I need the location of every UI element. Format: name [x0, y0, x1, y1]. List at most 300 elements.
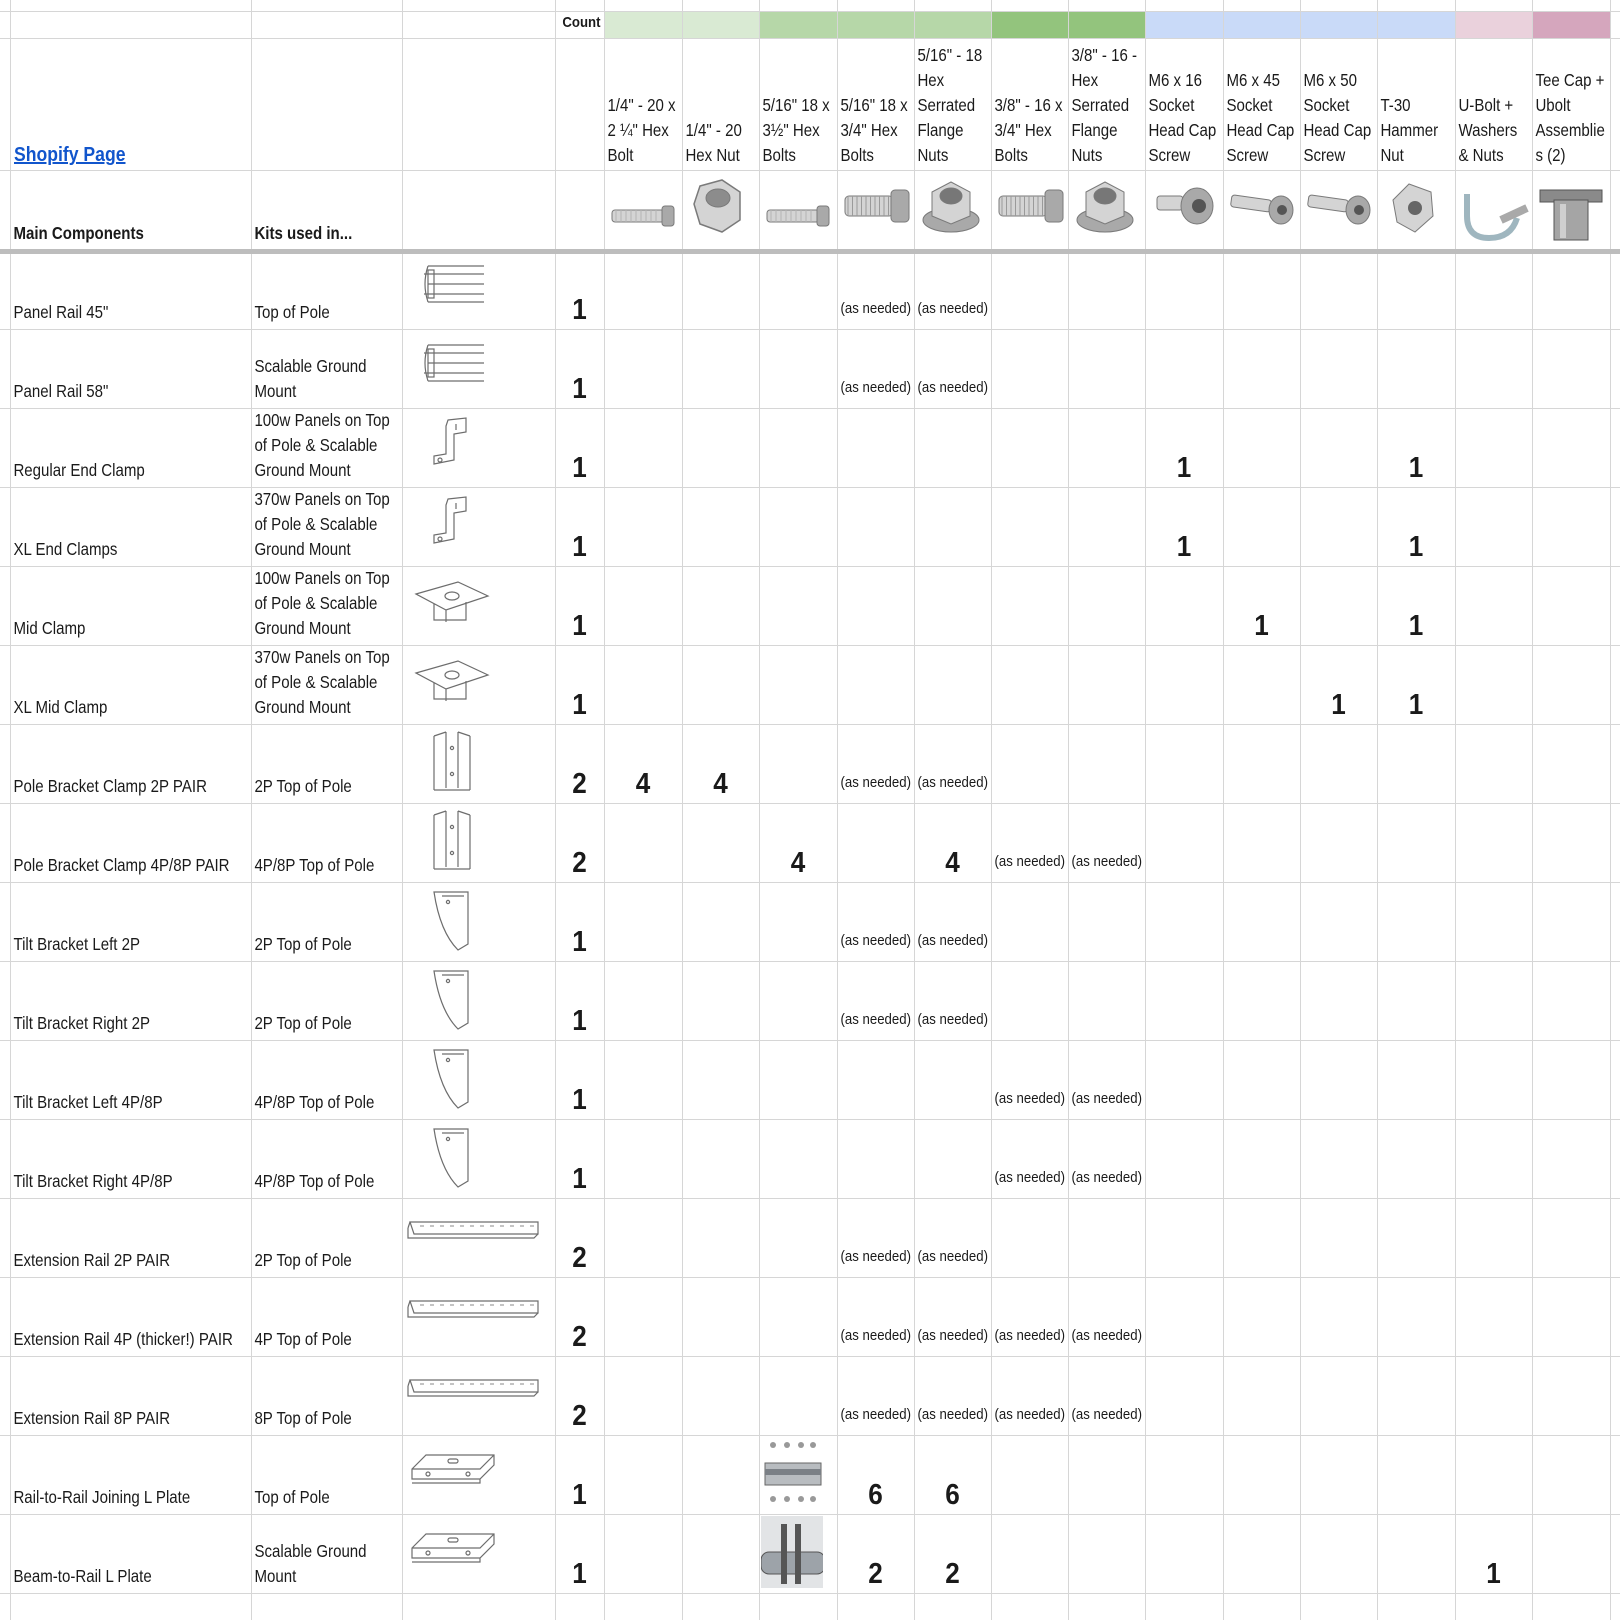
hardware-header-line: Washers — [1458, 120, 1518, 140]
kits-used-line: 370w Panels on Top — [254, 489, 390, 509]
hardware-header-line: Tee Cap + — [1535, 70, 1605, 90]
hardware-header — [1068, 38, 1145, 170]
hardware-qty-cell — [918, 803, 987, 882]
hardware-qty-cell — [1068, 1356, 1145, 1435]
component-name — [10, 1514, 251, 1593]
hardware-qty-cell — [1304, 645, 1373, 724]
column-color-band — [1223, 11, 1300, 38]
hardware-header — [837, 38, 914, 170]
hardware-header-line: 3/4" Hex — [840, 120, 898, 140]
count-header-text: Count — [562, 14, 601, 31]
hardware-qty-cell — [1227, 566, 1296, 645]
hardware-qty-cell — [837, 329, 914, 408]
kits-used-cell — [251, 961, 402, 1040]
hardware-header-line: M6 x 45 — [1226, 70, 1280, 90]
column-color-band — [682, 11, 759, 38]
hardware-qty-cell — [1149, 487, 1219, 566]
count-cell — [557, 803, 601, 882]
component-name — [10, 882, 251, 961]
column-color-band — [1068, 11, 1145, 38]
hardware-header-line: Ubolt — [1535, 95, 1571, 115]
count-cell — [557, 487, 601, 566]
kits-used-cell — [251, 408, 402, 487]
as-needed-note: (as needed) — [840, 932, 911, 949]
hardware-header — [1145, 38, 1223, 170]
hammer-nut-icon — [1379, 174, 1453, 246]
shopify-page-link-text[interactable]: Shopify Page — [14, 144, 126, 166]
hardware-qty-cell — [608, 724, 678, 803]
hardware-qty-value: 1 — [1254, 610, 1269, 642]
pole-bracket-icon — [404, 807, 553, 877]
kits-used-line: 4P Top of Pole — [254, 1329, 352, 1349]
hardware-qty-cell — [918, 1435, 987, 1514]
grid-row-line — [0, 11, 1620, 12]
grid-column-line — [1377, 0, 1378, 1620]
hardware-header-line: Bolts — [762, 145, 796, 165]
grid-column-line — [555, 0, 556, 1620]
hardware-qty-cell — [914, 724, 991, 803]
as-needed-note: (as needed) — [1071, 853, 1142, 870]
count-cell — [557, 1198, 601, 1277]
count-value: 1 — [572, 689, 587, 721]
hardware-header — [991, 38, 1068, 170]
l-plate-icon — [404, 1518, 553, 1588]
count-cell — [557, 408, 601, 487]
hardware-header-line: M6 x 16 — [1148, 70, 1202, 90]
hardware-header-line: Nuts — [917, 145, 949, 165]
tee-cap-icon — [1534, 174, 1608, 246]
hardware-qty-cell — [914, 882, 991, 961]
hardware-header-line: 3/8" - 16 x — [994, 95, 1063, 115]
kits-used-line: Ground Mount — [254, 697, 351, 717]
hardware-header-line: U-Bolt + — [1458, 95, 1514, 115]
component-name-text: Pole Bracket Clamp 4P/8P PAIR — [13, 855, 230, 875]
column-color-band — [759, 11, 837, 38]
component-name-text: Pole Bracket Clamp 2P PAIR — [13, 776, 207, 796]
count-cell — [557, 724, 601, 803]
hardware-qty-cell — [841, 1514, 910, 1593]
grid-column-line — [604, 0, 605, 1620]
hardware-header-line: Hex — [917, 70, 945, 90]
hardware-qty-value: 1 — [1408, 610, 1424, 642]
hardware-qty-cell — [1381, 408, 1451, 487]
hardware-qty-cell — [991, 1277, 1068, 1356]
hardware-qty-value: 6 — [945, 1479, 960, 1511]
hardware-qty-value: 6 — [868, 1479, 883, 1511]
kits-used-line: Mount — [254, 1566, 297, 1586]
kits-used-line: of Pole & Scalable — [254, 672, 378, 692]
hardware-header-line: T-30 — [1380, 95, 1411, 115]
kits-used-line: of Pole & Scalable — [254, 435, 378, 455]
extension-rail-icon — [404, 1281, 553, 1351]
hardware-header-line: 1/4" - 20 — [685, 120, 742, 140]
component-name — [10, 408, 251, 487]
kits-used-cell — [251, 1198, 402, 1277]
hardware-qty-cell — [1068, 1277, 1145, 1356]
hardware-qty-cell — [914, 250, 991, 329]
hardware-header — [1223, 38, 1300, 170]
hardware-qty-cell — [1459, 1514, 1528, 1593]
component-name-text: Mid Clamp — [13, 618, 86, 638]
hardware-qty-value: 1 — [1486, 1558, 1501, 1590]
as-needed-note: (as needed) — [840, 300, 911, 317]
as-needed-note: (as needed) — [1071, 1406, 1142, 1423]
grid-column-line — [1610, 0, 1611, 1620]
as-needed-note: (as needed) — [917, 1011, 988, 1028]
column-color-band — [837, 11, 914, 38]
mid-clamp-icon — [404, 649, 553, 719]
count-value: 1 — [572, 1005, 587, 1037]
hardware-qty-cell — [837, 1356, 914, 1435]
hex-bolt-icon — [993, 174, 1066, 246]
kits-used-line: Top of Pole — [254, 302, 330, 322]
component-name — [10, 1356, 251, 1435]
kits-used-cell — [251, 250, 402, 329]
hardware-qty-cell — [914, 329, 991, 408]
hardware-qty-cell — [763, 803, 833, 882]
component-name-text: Tilt Bracket Right 4P/8P — [13, 1171, 173, 1191]
grid-column-line — [1300, 0, 1301, 1620]
hardware-qty-cell — [837, 250, 914, 329]
hardware-qty-cell — [841, 1435, 910, 1514]
hardware-qty-cell — [1381, 645, 1451, 724]
kits-used-line: 2P Top of Pole — [254, 1013, 352, 1033]
hardware-header — [604, 38, 682, 170]
column-color-band — [1300, 11, 1377, 38]
hardware-header-line: Hex Nut — [685, 145, 740, 165]
column-color-band — [604, 11, 682, 38]
hardware-qty-value: 2 — [868, 1558, 883, 1590]
component-name — [10, 1277, 251, 1356]
count-value: 1 — [572, 610, 587, 642]
hardware-header-line: 1/4" - 20 x — [607, 95, 676, 115]
kits-used-cell — [251, 1277, 402, 1356]
hardware-header — [1532, 38, 1610, 170]
hardware-qty-cell — [914, 961, 991, 1040]
as-needed-note: (as needed) — [917, 1248, 988, 1265]
as-needed-note: (as needed) — [917, 1406, 988, 1423]
hardware-qty-value: 4 — [945, 847, 960, 879]
component-name — [10, 487, 251, 566]
tilt-bracket-icon — [404, 965, 553, 1035]
component-name — [10, 1040, 251, 1119]
pole-bracket-icon — [404, 728, 553, 798]
component-name-text: Tilt Bracket Right 2P — [13, 1013, 151, 1033]
kits-used-line: 100w Panels on Top — [254, 410, 390, 430]
rail-joint-photo-icon — [761, 1437, 823, 1511]
count-value: 2 — [572, 768, 587, 800]
hardware-qty-cell — [991, 1119, 1068, 1198]
kits-used-header — [251, 170, 381, 250]
as-needed-note: (as needed) — [840, 1248, 911, 1265]
hardware-qty-cell — [837, 882, 914, 961]
kits-used-line: 4P/8P Top of Pole — [254, 855, 375, 875]
as-needed-note: (as needed) — [917, 1327, 988, 1344]
hardware-header-line: 5/16" 18 x — [762, 95, 830, 115]
count-value: 1 — [572, 1163, 587, 1195]
kits-used-line: 2P Top of Pole — [254, 934, 352, 954]
hardware-header-line: Socket — [1226, 95, 1273, 115]
component-name — [10, 329, 251, 408]
kits-used-line: of Pole & Scalable — [254, 514, 378, 534]
component-name — [10, 1119, 251, 1198]
tilt-bracket-icon — [404, 886, 553, 956]
end-clamp-icon — [404, 412, 553, 482]
count-value: 1 — [572, 294, 587, 326]
hardware-qty-value: 1 — [1176, 531, 1192, 563]
grid-row-line — [0, 1593, 1620, 1594]
component-name-text: XL Mid Clamp — [13, 697, 108, 717]
hardware-qty-value: 4 — [790, 847, 806, 879]
hardware-header-line: Nut — [1380, 145, 1404, 165]
count-value: 1 — [572, 1084, 587, 1116]
count-cell — [557, 882, 601, 961]
u-bolt-icon — [1457, 174, 1530, 246]
tilt-bracket-icon — [404, 1123, 553, 1193]
kits-used-line: 100w Panels on Top — [254, 568, 390, 588]
count-cell — [557, 1356, 601, 1435]
column-color-band — [991, 11, 1068, 38]
kits-used-line: Top of Pole — [254, 1487, 330, 1507]
count-value: 1 — [572, 531, 587, 563]
count-header — [561, 11, 604, 38]
hardware-qty-value: 1 — [1176, 452, 1192, 484]
component-name-text: Regular End Clamp — [13, 460, 145, 480]
kits-used-line: 2P Top of Pole — [254, 1250, 352, 1270]
grid-row-line — [0, 170, 1620, 171]
component-name-text: Extension Rail 8P PAIR — [13, 1408, 171, 1428]
count-cell — [557, 250, 601, 329]
component-name-text: Rail-to-Rail Joining L Plate — [13, 1487, 191, 1507]
component-name-text: Panel Rail 45" — [13, 302, 109, 322]
hardware-header-line: Bolts — [840, 145, 874, 165]
column-color-band — [1532, 11, 1610, 38]
hardware-header-line: Flange — [1071, 120, 1118, 140]
hex-bolt-long-icon — [606, 174, 680, 246]
socket-cap-screw-short-icon — [1147, 174, 1221, 246]
kits-used-cell — [251, 803, 402, 882]
kits-used-line: 8P Top of Pole — [254, 1408, 352, 1428]
as-needed-note: (as needed) — [840, 1406, 911, 1423]
grid-column-line — [402, 0, 403, 1620]
as-needed-note: (as needed) — [994, 1169, 1065, 1186]
grid-column-line — [682, 0, 683, 1620]
hardware-header — [1455, 38, 1532, 170]
hardware-header-line: Screw — [1303, 145, 1346, 165]
count-value: 2 — [572, 847, 587, 879]
kits-used-line: Ground Mount — [254, 539, 351, 559]
hardware-qty-cell — [914, 1356, 991, 1435]
beam-rail-photo-icon — [761, 1516, 823, 1590]
grid-column-line — [1145, 0, 1146, 1620]
hardware-qty-cell — [991, 1356, 1068, 1435]
hardware-header-line: Socket — [1303, 95, 1350, 115]
component-name — [10, 250, 251, 329]
hardware-header — [914, 38, 991, 170]
count-cell — [557, 329, 601, 408]
hardware-header-line: Flange — [917, 120, 964, 140]
kits-used-cell — [251, 566, 402, 645]
hardware-header-line: Socket — [1148, 95, 1195, 115]
hardware-qty-cell — [837, 961, 914, 1040]
kits-used-line: 4P/8P Top of Pole — [254, 1092, 375, 1112]
panel-rail-icon — [404, 254, 553, 324]
main-components-header — [10, 170, 217, 250]
mid-clamp-icon — [404, 570, 553, 640]
count-value: 1 — [572, 373, 587, 405]
column-color-band — [1377, 11, 1455, 38]
extension-rail-icon — [404, 1202, 553, 1272]
grid-column-line — [1532, 0, 1533, 1620]
kits-used-cell — [251, 1356, 402, 1435]
hardware-qty-cell — [837, 1277, 914, 1356]
component-name — [10, 724, 251, 803]
hardware-header-line: M6 x 50 — [1303, 70, 1357, 90]
component-name-text: Tilt Bracket Left 2P — [13, 934, 141, 954]
kits-used-cell — [251, 1435, 402, 1514]
l-plate-icon — [404, 1439, 553, 1509]
kits-used-line: Mount — [254, 381, 297, 401]
kits-used-line: Scalable Ground — [254, 1541, 367, 1561]
count-cell — [557, 645, 601, 724]
hardware-qty-cell — [1068, 1040, 1145, 1119]
hardware-qty-value: 1 — [1408, 689, 1424, 721]
hardware-header-line: 3/8" - 16 - — [1071, 45, 1138, 65]
kits-used-line: Ground Mount — [254, 618, 351, 638]
socket-cap-screw-icon — [1302, 174, 1375, 246]
column-color-band — [1455, 11, 1532, 38]
as-needed-note: (as needed) — [994, 1327, 1065, 1344]
hardware-header-line: 5/16" - 18 — [917, 45, 983, 65]
grid-column-line — [1223, 0, 1224, 1620]
kits-used-line: 4P/8P Top of Pole — [254, 1171, 375, 1191]
flange-nut-icon — [916, 174, 989, 246]
component-name — [10, 1435, 251, 1514]
as-needed-note: (as needed) — [917, 379, 988, 396]
grid-column-line — [759, 0, 760, 1620]
hardware-header-line: Serrated — [1071, 95, 1130, 115]
main-components-header-text: Main Components — [13, 223, 144, 243]
end-clamp-icon — [404, 491, 553, 561]
hardware-header-line: Head Cap — [1226, 120, 1295, 140]
column-color-band — [914, 11, 991, 38]
component-name — [10, 566, 251, 645]
count-cell — [557, 1435, 601, 1514]
hardware-qty-cell — [1068, 1119, 1145, 1198]
count-value: 1 — [572, 452, 587, 484]
count-cell — [557, 566, 601, 645]
shopify-page-link[interactable] — [10, 38, 251, 170]
hardware-header-line: 5/16" 18 x — [840, 95, 908, 115]
kits-used-line: of Pole & Scalable — [254, 593, 378, 613]
as-needed-note: (as needed) — [994, 1090, 1065, 1107]
hex-bolt-icon — [839, 174, 912, 246]
count-value: 2 — [572, 1242, 587, 1274]
hardware-qty-cell — [991, 803, 1068, 882]
kits-used-header-text: Kits used in... — [254, 223, 353, 243]
as-needed-note: (as needed) — [917, 932, 988, 949]
as-needed-note: (as needed) — [994, 1406, 1065, 1423]
column-color-band — [1145, 11, 1223, 38]
kits-used-line: Ground Mount — [254, 460, 351, 480]
count-cell — [557, 1119, 601, 1198]
kits-used-line: Scalable Ground — [254, 356, 367, 376]
kits-used-cell — [251, 724, 402, 803]
hardware-header-line: Serrated — [917, 95, 976, 115]
as-needed-note: (as needed) — [994, 853, 1065, 870]
count-value: 1 — [572, 1558, 587, 1590]
component-name-text: Beam-to-Rail L Plate — [13, 1566, 152, 1586]
tilt-bracket-icon — [404, 1044, 553, 1114]
as-needed-note: (as needed) — [1071, 1090, 1142, 1107]
hardware-header-line: & Nuts — [1458, 145, 1504, 165]
hardware-header-line: 3½" Hex — [762, 120, 820, 140]
hardware-header-line: Assemblie — [1535, 120, 1605, 140]
as-needed-note: (as needed) — [840, 774, 911, 791]
component-name — [10, 645, 251, 724]
hardware-header-line: Screw — [1226, 145, 1269, 165]
kits-used-line: 370w Panels on Top — [254, 647, 390, 667]
kits-used-cell — [251, 1514, 402, 1593]
hardware-header-line: Bolts — [994, 145, 1028, 165]
kits-used-cell — [251, 1040, 402, 1119]
hardware-header-line: s (2) — [1535, 145, 1566, 165]
component-name — [10, 1198, 251, 1277]
hardware-qty-cell — [1068, 803, 1145, 882]
hardware-qty-cell — [686, 724, 755, 803]
component-name — [10, 961, 251, 1040]
count-value: 2 — [572, 1400, 587, 1432]
count-value: 2 — [572, 1321, 587, 1353]
hardware-header-line: Hex — [1071, 70, 1099, 90]
hex-bolt-long-icon — [761, 174, 835, 246]
count-cell — [557, 1040, 601, 1119]
hardware-qty-cell — [837, 724, 914, 803]
hardware-qty-value: 1 — [1331, 689, 1346, 721]
hardware-qty-value: 2 — [945, 1558, 960, 1590]
socket-cap-screw-icon — [1225, 174, 1298, 246]
as-needed-note: (as needed) — [917, 774, 988, 791]
hardware-header-line: Screw — [1148, 145, 1191, 165]
count-value: 1 — [572, 1479, 587, 1511]
hardware-qty-cell — [1381, 487, 1451, 566]
hardware-qty-cell — [991, 1040, 1068, 1119]
hardware-header — [682, 38, 759, 170]
component-name-text: Tilt Bracket Left 4P/8P — [13, 1092, 163, 1112]
hardware-header — [1300, 38, 1377, 170]
extension-rail-icon — [404, 1360, 553, 1430]
hardware-qty-value: 1 — [1408, 531, 1424, 563]
kits-used-line: 2P Top of Pole — [254, 776, 352, 796]
hardware-header-line: Nuts — [1071, 145, 1103, 165]
as-needed-note: (as needed) — [917, 300, 988, 317]
as-needed-note: (as needed) — [1071, 1327, 1142, 1344]
hardware-header-line: 3/4" Hex — [994, 120, 1052, 140]
hardware-header — [1377, 38, 1455, 170]
hardware-qty-value: 4 — [635, 768, 651, 800]
hardware-header-line: 2 ¼" Hex — [607, 120, 669, 140]
count-cell — [557, 961, 601, 1040]
hardware-qty-cell — [1381, 566, 1451, 645]
hex-nut-icon — [684, 174, 757, 246]
component-name-text: Extension Rail 2P PAIR — [13, 1250, 171, 1270]
hardware-header-line: Bolt — [607, 145, 634, 165]
kits-used-cell — [251, 645, 402, 724]
hardware-qty-cell — [914, 1277, 991, 1356]
hardware-qty-cell — [918, 1514, 987, 1593]
hardware-header-line: Head Cap — [1148, 120, 1217, 140]
kits-used-cell — [251, 882, 402, 961]
